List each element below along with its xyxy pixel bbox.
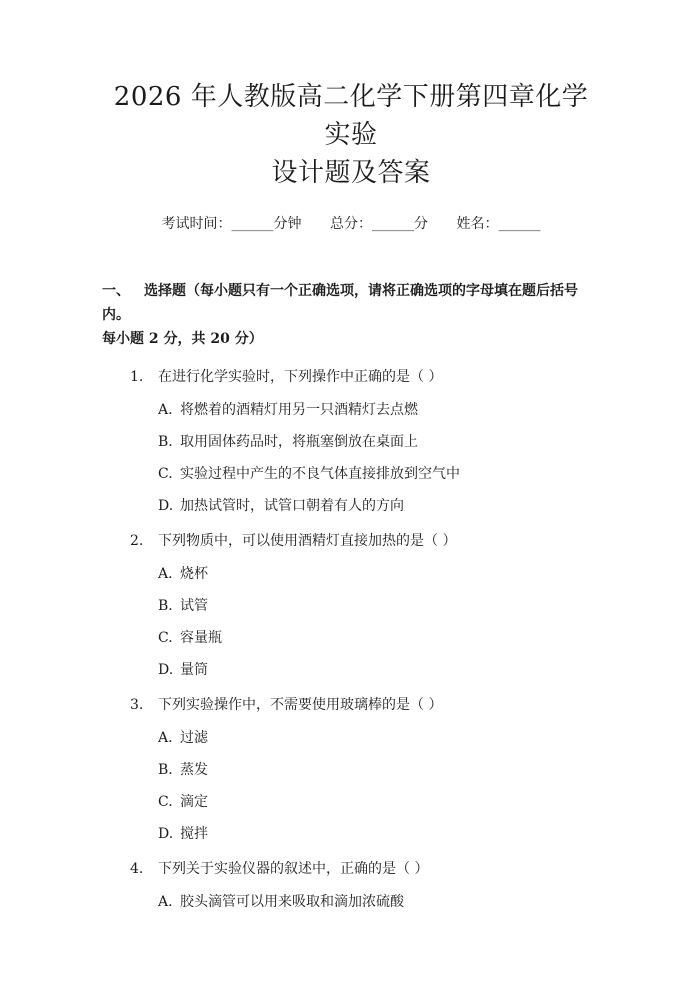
- option-letter: A.: [158, 894, 173, 910]
- answer-option: [102, 661, 600, 679]
- question-item: [102, 368, 600, 386]
- answer-option: [102, 893, 600, 911]
- exam-time-field: 考试时间：______分钟: [161, 216, 302, 232]
- option-text: 胶头滴管可以用来吸取和滴加浓硫酸: [180, 894, 404, 910]
- student-name-field: 姓名：______: [456, 216, 541, 232]
- option-text: 加热试管时，试管口朝着有人的方向: [180, 498, 404, 514]
- question-item: [102, 532, 600, 550]
- question-text: 下列实验操作中，不需要使用玻璃棒的是（ ）: [158, 697, 443, 713]
- answer-option: [102, 565, 600, 583]
- option-letter: C.: [158, 466, 173, 482]
- option-letter: A.: [158, 730, 173, 746]
- answer-option: [102, 465, 600, 483]
- answer-option: [102, 761, 600, 779]
- answer-option: [102, 793, 600, 811]
- option-text: 容量瓶: [180, 630, 222, 646]
- option-letter: B.: [158, 762, 173, 778]
- question-number: 3.: [130, 697, 144, 713]
- option-letter: C.: [158, 794, 173, 810]
- option-letter: D.: [158, 498, 174, 514]
- document-page: [0, 78, 700, 983]
- option-text: 试管: [180, 598, 208, 614]
- option-letter: D.: [158, 662, 174, 678]
- section-heading: [102, 279, 600, 351]
- option-letter: D.: [158, 826, 174, 842]
- title-line-1: 2026 年人教版高二化学下册第四章化学实验: [113, 82, 589, 150]
- option-letter: C.: [158, 630, 173, 646]
- answer-option: [102, 497, 600, 515]
- option-letter: A.: [158, 402, 173, 418]
- question-text: 在进行化学实验时，下列操作中正确的是（ ）: [158, 369, 443, 385]
- option-letter: B.: [158, 598, 173, 614]
- answer-option: [102, 597, 600, 615]
- section-number: 一、: [102, 283, 130, 299]
- option-letter: A.: [158, 566, 173, 582]
- option-letter: B.: [158, 434, 173, 450]
- question-number: 4.: [130, 861, 144, 877]
- answer-option: [102, 629, 600, 647]
- option-text: 过滤: [180, 730, 208, 746]
- question-text: 下列关于实验仪器的叙述中，正确的是（ ）: [158, 861, 429, 877]
- total-score-field: 总分：______分: [330, 216, 428, 232]
- question-text: 下列物质中，可以使用酒精灯直接加热的是（ ）: [158, 533, 457, 549]
- option-text: 实验过程中产生的不良气体直接排放到空气中: [180, 466, 460, 482]
- document-title: [102, 78, 600, 192]
- option-text: 蒸发: [180, 762, 208, 778]
- question-number: 2.: [130, 533, 144, 549]
- answer-option: [102, 433, 600, 451]
- answer-option: [102, 825, 600, 843]
- answer-option: [102, 729, 600, 747]
- option-text: 量筒: [180, 662, 208, 678]
- question-number: 1.: [130, 369, 144, 385]
- option-text: 将燃着的酒精灯用另一只酒精灯去点燃: [180, 402, 418, 418]
- answer-option: [102, 401, 600, 419]
- question-list: [102, 368, 600, 911]
- section-heading-line-2: 每小题 2 分，共 20 分）: [102, 331, 263, 347]
- option-text: 搅拌: [180, 826, 208, 842]
- title-line-2: 设计题及答案: [271, 158, 431, 188]
- section-heading-line-1: 选择题（每小题只有一个正确选项，请将正确选项的字母填在题后括号内。: [102, 283, 578, 323]
- option-text: 烧杯: [180, 566, 208, 582]
- exam-meta: [102, 214, 600, 234]
- option-text: 取用固体药品时，将瓶塞倒放在桌面上: [180, 434, 418, 450]
- question-item: [102, 696, 600, 714]
- question-item: [102, 860, 600, 878]
- option-text: 滴定: [180, 794, 208, 810]
